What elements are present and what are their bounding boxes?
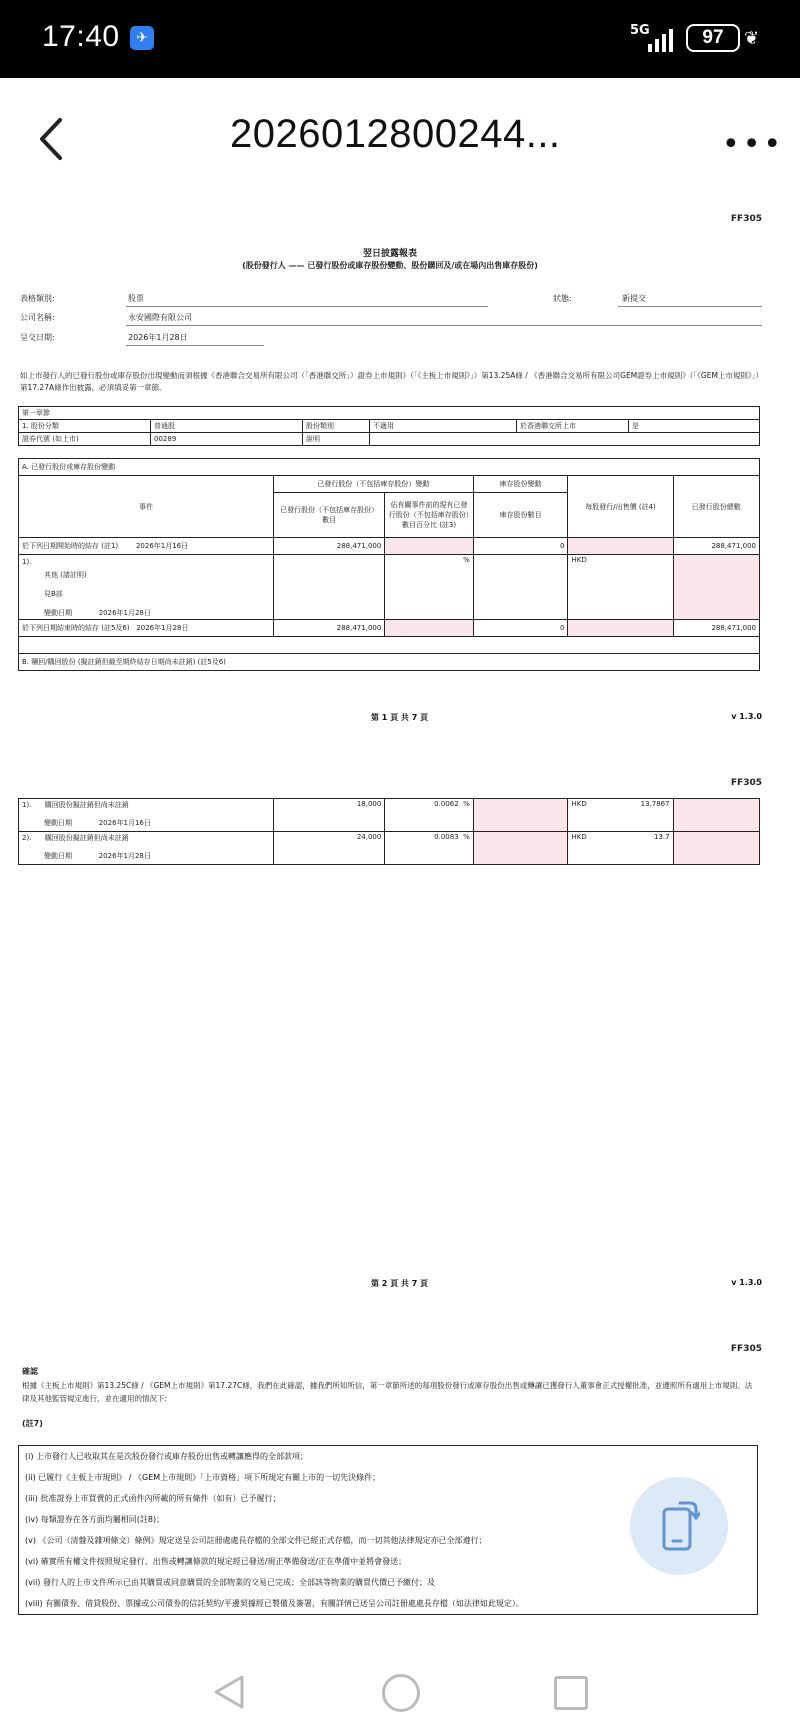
share-type-value: 不適用: [370, 420, 517, 433]
percentage-header: 佔有關事件前的現有已發行股份（不包括庫存股份）數目百分比 (註3): [385, 493, 473, 538]
repurchase-currency: HKD: [571, 833, 587, 841]
repurchase-description: 購回股份擬註銷但尚未註銷: [44, 801, 129, 809]
share-class-label: 1. 股份分類: [19, 420, 151, 433]
closing-balance-date: 2026年1月28日: [136, 624, 189, 632]
version-2: v 1.3.0: [731, 1278, 762, 1287]
event-percentage: %: [385, 555, 473, 620]
event-number: 1).: [22, 558, 32, 566]
closing-issued: 288,471,000: [273, 620, 384, 637]
table-row: [19, 620, 760, 637]
company-label: 公司名稱:: [20, 313, 55, 322]
movement-table: [18, 458, 760, 671]
share-class-value: 普通股: [151, 420, 303, 433]
confirmation-text: 根據《主板上市規則》第13.25C條 / 《GEM上市規則》第17.27C條，我們在此確認，據我們所知所信，第一章節所述的每項股份發行或庫存股份出售或轉讓已獲發行人董事會正式授權批准，並遵照所有適用上市規則、法律及其他監管規定進行，並在適用的情況下:: [22, 1381, 753, 1403]
confirmation-note: (註7): [22, 1419, 43, 1428]
list-item: (vi) 確實所有權文件按照規定發行、出售或轉讓條款的規定經已發送/現正準備發送/正在準備中並將會發送；: [25, 1557, 407, 1566]
listed-label: 於香港聯交所上市: [517, 420, 629, 433]
form-code-3: FF305: [730, 1344, 762, 1354]
event-currency: HKD: [568, 555, 673, 620]
repurchase-percentage: 0.0062: [434, 800, 459, 808]
section1-table: [18, 406, 760, 446]
signal-icon: [648, 26, 678, 52]
form-type-label: 表格類別:: [20, 294, 55, 303]
status-underline: [618, 306, 762, 307]
list-item: (v) 《公司（清盤及雜項條文）條例》規定送呈公司註冊處處長存檔的全部文件已經正式存檔，而一切其他法律規定亦已全部遵行；: [25, 1536, 487, 1545]
stock-code-label: 證券代號 (如上市): [19, 433, 151, 446]
repurchase-price: 13.7: [653, 833, 670, 841]
event-description: 見B部: [44, 590, 63, 598]
repurchase-quantity: 24,000: [273, 832, 384, 865]
report-title: 翌日披露報表: [362, 249, 417, 259]
network-type: 5G: [630, 23, 650, 38]
event-header: 事件: [19, 476, 274, 538]
table-row: [19, 832, 760, 865]
notification-app-icon: ✈: [130, 26, 154, 50]
repurchase-price: 13.7867: [640, 800, 670, 808]
app-header: [0, 78, 800, 198]
form-code: FF305: [730, 214, 762, 224]
percent-sign: %: [463, 800, 470, 808]
repurchase-currency: HKD: [571, 800, 587, 808]
closing-treasury: 0: [473, 620, 568, 637]
list-item: (iii) 批准證券上市買賣的正式函件內所載的所有條件（如有）已予履行；: [25, 1494, 281, 1503]
back-arrow-icon[interactable]: [34, 114, 74, 164]
nav-back-icon[interactable]: [212, 1674, 246, 1710]
date-label: 呈交日期:: [20, 333, 55, 342]
repurchase-quantity: 18,000: [273, 799, 384, 832]
more-options-icon[interactable]: •••: [722, 127, 785, 162]
table-row: [19, 538, 760, 555]
table-row: [19, 799, 760, 832]
closing-total: 288,471,000: [673, 620, 759, 637]
page-number-2: 第 2 頁 共 7 頁: [371, 1279, 429, 1288]
status-label: 狀態:: [553, 294, 572, 303]
share-type-label: 股份類別: [303, 420, 370, 433]
opening-balance-label: 於下列日期開始時的結存 (註1): [22, 542, 119, 550]
report-subtitle: (股份發行人 —— 已發行股份或庫存股份變動、股份購回及/或在場內出售庫存股份): [242, 261, 538, 270]
rotate-screen-button[interactable]: [630, 1477, 728, 1575]
repurchase-number: 1).: [22, 801, 32, 809]
closing-balance-label: 於下列日期結束時的結存 (註5及6): [22, 624, 130, 632]
intro-paragraph: 如上市發行人的已發行股份或庫存股份出現變動而須根據《香港聯合交易所有限公司（「香港聯交所」）證券上市規則》（「《主板上市規則》」）第13.25A條 / 《香港聯合交易所有限公司GEM證券上市規則》（「《GEM上市規則》」）第17.27A條作出披露，必須填妥第一章節。: [20, 371, 760, 392]
rotate-phone-icon: [660, 1499, 700, 1553]
sectionB-heading: B. 贖回/購回股份 (擬註銷但截至期終結存日期尚未註銷) (註5及6): [19, 654, 760, 671]
repurchase-date-label: 變動日期: [44, 819, 72, 827]
status-time: 17:40: [42, 20, 120, 53]
treasury-number-header: 庫存股份數目: [473, 493, 568, 538]
repurchase-date: 2026年1月28日: [98, 852, 151, 860]
list-item: (vii) 發行人的上市文件所示已由其購買或同意購買的全部物業的交易已完成；全部該等物業的購買代價已予繳付；及: [25, 1578, 435, 1587]
date-value: 2026年1月28日: [128, 333, 188, 342]
listed-value: 是: [629, 420, 760, 433]
issued-number-header: 已發行股份（不包括庫存股份）數目: [273, 493, 384, 538]
opening-balance-date: 2026年1月16日: [135, 542, 189, 550]
sectionA-heading: A. 已發行股份或庫存股份變動: [19, 459, 760, 476]
power-saving-icon: ❦: [744, 28, 760, 49]
nav-recents-icon[interactable]: [554, 1676, 588, 1710]
form-code-2: FF305: [730, 778, 762, 788]
document-title: 2026012800244...: [230, 112, 561, 156]
list-item: (ii) 已履行《主板上市規則》 / 《GEM上市規則》「上市資格」項下所規定有關上市的一切先決條件；: [25, 1473, 381, 1482]
price-header: 每股發行/出售價 (註4): [568, 476, 673, 538]
confirmation-heading: 確認: [22, 1367, 38, 1376]
total-issued-header: 已發行股份總數: [673, 476, 759, 538]
nav-home-icon[interactable]: [382, 1674, 420, 1712]
event-date: 2026年1月28日: [98, 609, 151, 617]
table-row: [19, 555, 760, 620]
repurchase-number: 2).: [22, 834, 32, 842]
repurchase-percentage: 0.0083: [434, 833, 459, 841]
opening-issued: 288,471,000: [273, 538, 384, 555]
status-value: 新提交: [622, 294, 646, 303]
form-type-underline: [126, 306, 488, 307]
opening-treasury: 0: [473, 538, 568, 555]
version-1: v 1.3.0: [731, 712, 762, 721]
list-item: (iv) 每類證券在各方面均屬相同(註8)；: [25, 1515, 165, 1524]
list-item: (viii) 有關債券、借貸股份、票據或公司債券的信託契約/平邊契據經已製備及簽署，有關詳情已送呈公司註冊處處長存檔（如法律如此規定）。: [25, 1599, 524, 1608]
list-item: (i) 上市發行人已收取其在是次股份發行或庫存股份出售或轉讓應得的全部款項；: [25, 1452, 309, 1461]
form-type-value: 股票: [128, 294, 144, 303]
company-value: 永安國際有限公司: [128, 313, 192, 322]
description-label: 說明: [303, 433, 370, 446]
repurchase-date: 2026年1月16日: [98, 819, 151, 827]
status-bar: [0, 0, 800, 78]
battery-icon: 97: [686, 24, 740, 52]
event-type: 其他 (請註明): [44, 571, 87, 579]
treasury-change-header: 庫存股份變動: [473, 476, 568, 493]
event-date-label: 變動日期: [44, 609, 72, 617]
opening-total: 288,471,000: [673, 538, 759, 555]
company-underline: [126, 325, 762, 326]
repurchase-description: 購回股份擬註銷但尚未註銷: [44, 834, 129, 842]
stock-code-value: 00289: [151, 433, 303, 446]
section1-heading: 第一章節: [19, 407, 760, 420]
repurchase-date-label: 變動日期: [44, 852, 72, 860]
date-underline: [126, 345, 264, 346]
repurchase-table: [18, 798, 760, 865]
issued-change-header: 已發行股份（不包括庫存股份）變動: [273, 476, 473, 493]
system-nav-bar: [0, 1650, 800, 1733]
page-number-1: 第 1 頁 共 7 頁: [371, 713, 429, 722]
percent-sign: %: [463, 833, 470, 841]
